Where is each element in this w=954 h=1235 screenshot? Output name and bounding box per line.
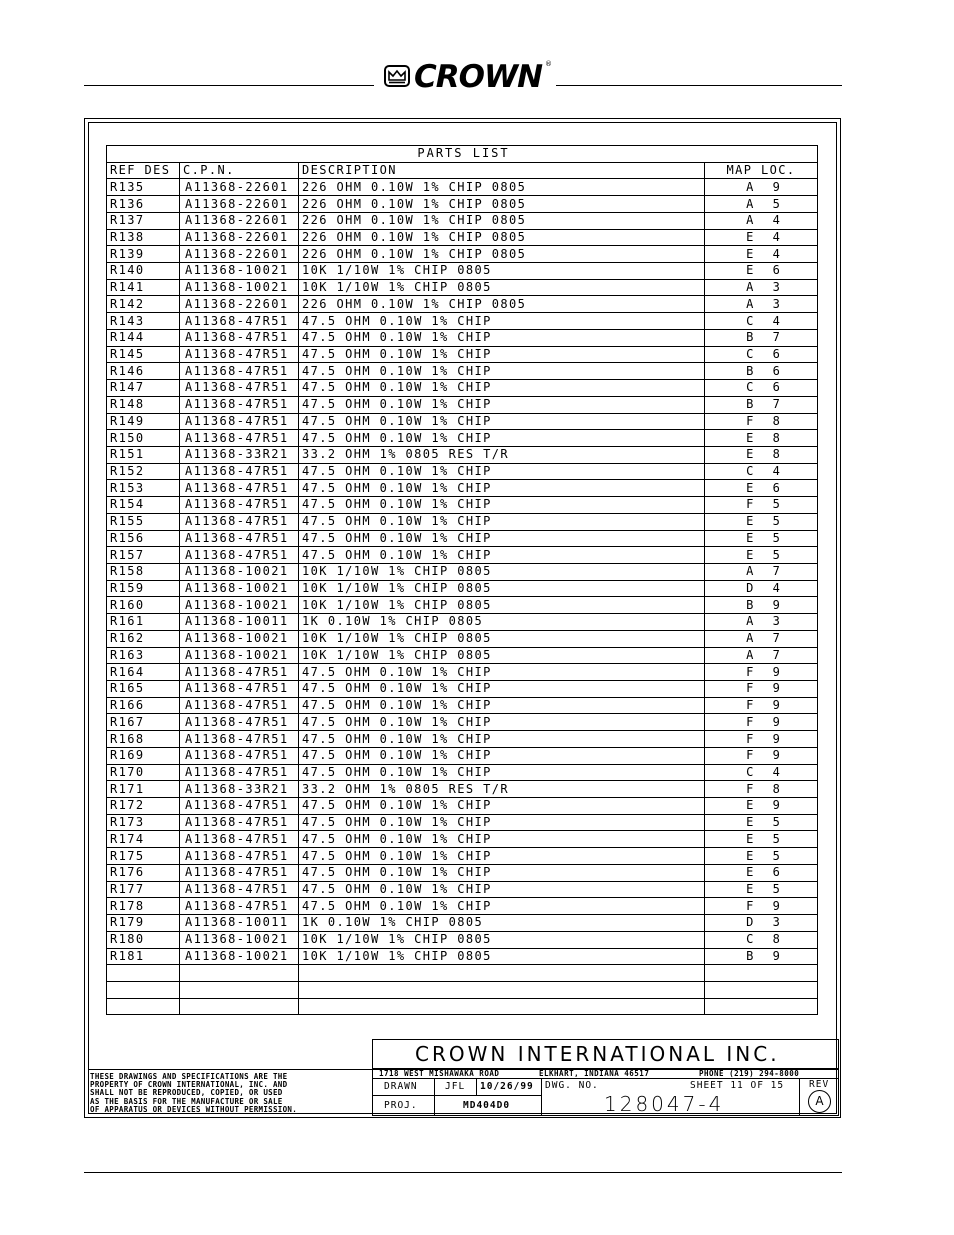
map-loc-cell: F 8 <box>705 413 818 430</box>
cpn-cell: A11368-10011 <box>180 614 299 631</box>
column-header-description: DESCRIPTION <box>299 162 705 179</box>
cpn-cell: A11368-47R51 <box>180 764 299 781</box>
description-cell: 47.5 OHM 0.10W 1% CHIP <box>299 313 705 330</box>
map-loc-cell: A 4 <box>705 212 818 229</box>
proj-cell <box>434 1095 542 1116</box>
ref-des-cell: R141 <box>107 279 180 296</box>
map-loc-cell: A 3 <box>705 296 818 313</box>
description-cell: 47.5 OHM 0.10W 1% CHIP <box>299 547 705 564</box>
ref-des-cell: R153 <box>107 480 180 497</box>
table-row <box>107 998 818 1015</box>
ref-des-cell: R142 <box>107 296 180 313</box>
cpn-cell: A11368-22601 <box>180 296 299 313</box>
map-loc-cell: F 9 <box>705 664 818 681</box>
map-loc-cell: F 8 <box>705 781 818 798</box>
map-loc-cell: E 8 <box>705 446 818 463</box>
table-row <box>107 764 818 781</box>
table-row <box>107 814 818 831</box>
map-loc-cell: F 9 <box>705 747 818 764</box>
property-notice <box>90 1073 360 1114</box>
table-row <box>107 898 818 915</box>
cpn-cell: A11368-10021 <box>180 647 299 664</box>
ref-des-cell: R149 <box>107 413 180 430</box>
table-row <box>107 864 818 881</box>
map-loc-cell: A 5 <box>705 196 818 213</box>
table-row <box>107 396 818 413</box>
cpn-cell: A11368-47R51 <box>180 881 299 898</box>
cpn-cell: A11368-47R51 <box>180 413 299 430</box>
cpn-cell: A11368-47R51 <box>180 798 299 815</box>
parts-list-header-row <box>107 162 818 179</box>
table-row <box>107 463 818 480</box>
cpn-cell: A11368-47R51 <box>180 714 299 731</box>
sheet-number: SHEET 11 OF 15 <box>690 1080 785 1091</box>
drawn-label-cell <box>372 1078 435 1096</box>
notice-line: PROPERTY OF CROWN INTERNATIONAL, INC. AND <box>90 1080 288 1090</box>
description-cell: 47.5 OHM 0.10W 1% CHIP <box>299 881 705 898</box>
column-header-map-loc: MAP LOC. <box>705 162 818 179</box>
description-cell: 47.5 OHM 0.10W 1% CHIP <box>299 430 705 447</box>
table-row <box>107 380 818 397</box>
cpn-cell: A11368-22601 <box>180 246 299 263</box>
ref-des-cell: R179 <box>107 915 180 932</box>
cpn-cell: A11368-47R51 <box>180 480 299 497</box>
cpn-cell: A11368-47R51 <box>180 681 299 698</box>
ref-des-cell: R146 <box>107 363 180 380</box>
table-row <box>107 513 818 530</box>
cpn-cell: A11368-47R51 <box>180 430 299 447</box>
description-cell: 1K 0.10W 1% CHIP 0805 <box>299 915 705 932</box>
map-loc-cell: E 4 <box>705 229 818 246</box>
description-cell: 47.5 OHM 0.10W 1% CHIP <box>299 747 705 764</box>
cpn-cell: A11368-47R51 <box>180 747 299 764</box>
map-loc-cell: C 4 <box>705 764 818 781</box>
table-row <box>107 563 818 580</box>
description-cell: 10K 1/10W 1% CHIP 0805 <box>299 647 705 664</box>
map-loc-cell: A 7 <box>705 647 818 664</box>
ref-des-cell: R170 <box>107 764 180 781</box>
column-header-ref-des: REF DES <box>107 162 180 179</box>
map-loc-cell: E 6 <box>705 263 818 280</box>
table-row <box>107 329 818 346</box>
table-row <box>107 363 818 380</box>
cpn-cell: A11368-10021 <box>180 563 299 580</box>
table-row <box>107 747 818 764</box>
ref-des-cell: R152 <box>107 463 180 480</box>
description-cell: 47.5 OHM 0.10W 1% CHIP <box>299 363 705 380</box>
cpn-cell: A11368-47R51 <box>180 380 299 397</box>
map-loc-cell: E 5 <box>705 530 818 547</box>
cpn-cell: A11368-33R21 <box>180 781 299 798</box>
cpn-cell <box>180 981 299 998</box>
revision-letter: A <box>808 1090 831 1113</box>
description-cell: 47.5 OHM 0.10W 1% CHIP <box>299 831 705 848</box>
cpn-cell: A11368-47R51 <box>180 864 299 881</box>
ref-des-cell: R161 <box>107 614 180 631</box>
registered-mark: ® <box>545 60 552 68</box>
description-cell: 47.5 OHM 0.10W 1% CHIP <box>299 731 705 748</box>
map-loc-cell: B 7 <box>705 396 818 413</box>
ref-des-cell: R138 <box>107 229 180 246</box>
description-cell: 226 OHM 0.10W 1% CHIP 0805 <box>299 246 705 263</box>
ref-des-cell: R159 <box>107 580 180 597</box>
description-cell: 47.5 OHM 0.10W 1% CHIP <box>299 714 705 731</box>
description-cell: 10K 1/10W 1% CHIP 0805 <box>299 279 705 296</box>
description-cell: 47.5 OHM 0.10W 1% CHIP <box>299 463 705 480</box>
map-loc-cell: E 9 <box>705 798 818 815</box>
map-loc-cell: A 9 <box>705 179 818 196</box>
ref-des-cell: R158 <box>107 563 180 580</box>
description-cell: 226 OHM 0.10W 1% CHIP 0805 <box>299 179 705 196</box>
table-row <box>107 346 818 363</box>
table-row <box>107 931 818 948</box>
drawn-by-cell <box>434 1078 477 1096</box>
table-row <box>107 781 818 798</box>
description-cell: 47.5 OHM 0.10W 1% CHIP <box>299 497 705 514</box>
ref-des-cell: R168 <box>107 731 180 748</box>
description-cell: 10K 1/10W 1% CHIP 0805 <box>299 563 705 580</box>
dwg-no-label: DWG. NO. <box>545 1080 599 1091</box>
cpn-cell: A11368-10021 <box>180 630 299 647</box>
map-loc-cell: E 5 <box>705 814 818 831</box>
description-cell: 47.5 OHM 0.10W 1% CHIP <box>299 329 705 346</box>
cpn-cell <box>180 998 299 1015</box>
cpn-cell: A11368-47R51 <box>180 831 299 848</box>
ref-des-cell: R160 <box>107 597 180 614</box>
cpn-cell: A11368-47R51 <box>180 547 299 564</box>
column-header-cpn: C.P.N. <box>180 162 299 179</box>
project-code: MD404D0 <box>463 1100 511 1111</box>
cpn-cell: A11368-47R51 <box>180 697 299 714</box>
description-cell: 47.5 OHM 0.10W 1% CHIP <box>299 513 705 530</box>
ref-des-cell: R165 <box>107 681 180 698</box>
map-loc-cell <box>705 965 818 982</box>
ref-des-cell: R176 <box>107 864 180 881</box>
description-cell: 47.5 OHM 0.10W 1% CHIP <box>299 530 705 547</box>
map-loc-cell: E 5 <box>705 881 818 898</box>
description-cell: 47.5 OHM 0.10W 1% CHIP <box>299 413 705 430</box>
ref-des-cell: R174 <box>107 831 180 848</box>
description-cell: 47.5 OHM 0.10W 1% CHIP <box>299 396 705 413</box>
notice-line: THESE DRAWINGS AND SPECIFICATIONS ARE THE <box>90 1072 288 1081</box>
parts-list-title: PARTS LIST <box>107 146 818 163</box>
header-rule-right <box>556 85 842 86</box>
ref-des-cell: R164 <box>107 664 180 681</box>
ref-des-cell: R157 <box>107 547 180 564</box>
ref-des-cell: R136 <box>107 196 180 213</box>
cpn-cell: A11368-47R51 <box>180 329 299 346</box>
cpn-cell: A11368-33R21 <box>180 446 299 463</box>
table-row <box>107 497 818 514</box>
table-row <box>107 229 818 246</box>
cpn-cell: A11368-10021 <box>180 597 299 614</box>
description-cell: 226 OHM 0.10W 1% CHIP 0805 <box>299 296 705 313</box>
ref-des-cell: R171 <box>107 781 180 798</box>
ref-des-cell: R166 <box>107 697 180 714</box>
table-row <box>107 212 818 229</box>
drawn-by: JFL <box>445 1081 466 1092</box>
ref-des-cell: R147 <box>107 380 180 397</box>
cpn-cell: A11368-22601 <box>180 179 299 196</box>
description-cell: 226 OHM 0.10W 1% CHIP 0805 <box>299 212 705 229</box>
ref-des-cell <box>107 965 180 982</box>
description-cell: 47.5 OHM 0.10W 1% CHIP <box>299 764 705 781</box>
map-loc-cell: B 9 <box>705 948 818 965</box>
cpn-cell: A11368-47R51 <box>180 513 299 530</box>
ref-des-cell: R148 <box>107 396 180 413</box>
cpn-cell: A11368-47R51 <box>180 731 299 748</box>
description-cell: 10K 1/10W 1% CHIP 0805 <box>299 580 705 597</box>
map-loc-cell: C 4 <box>705 313 818 330</box>
cpn-cell: A11368-10011 <box>180 915 299 932</box>
map-loc-cell: A 3 <box>705 614 818 631</box>
map-loc-cell: E 5 <box>705 848 818 865</box>
description-cell: 47.5 OHM 0.10W 1% CHIP <box>299 380 705 397</box>
table-row <box>107 664 818 681</box>
table-row <box>107 480 818 497</box>
map-loc-cell <box>705 981 818 998</box>
ref-des-cell: R140 <box>107 263 180 280</box>
table-row <box>107 681 818 698</box>
ref-des-cell: R175 <box>107 848 180 865</box>
notice-line: SHALL NOT BE REPRODUCED, COPIED, OR USED <box>90 1088 283 1098</box>
table-row <box>107 798 818 815</box>
notice-line: OF APPARATUS OR DEVICES WITHOUT PERMISSION. <box>90 1104 298 1114</box>
table-row <box>107 446 818 463</box>
map-loc-cell: E 5 <box>705 547 818 564</box>
description-cell: 33.2 OHM 1% 0805 RES T/R <box>299 446 705 463</box>
footer-rule <box>84 1172 842 1173</box>
cpn-cell: A11368-10021 <box>180 279 299 296</box>
drawn-date-cell <box>476 1078 542 1096</box>
ref-des-cell: R143 <box>107 313 180 330</box>
ref-des-cell: R167 <box>107 714 180 731</box>
table-row <box>107 179 818 196</box>
cpn-cell: A11368-22601 <box>180 212 299 229</box>
ref-des-cell: R135 <box>107 179 180 196</box>
table-row <box>107 246 818 263</box>
table-row <box>107 597 818 614</box>
table-row <box>107 948 818 965</box>
ref-des-cell: R180 <box>107 931 180 948</box>
table-row <box>107 714 818 731</box>
ref-des-cell: R144 <box>107 329 180 346</box>
cpn-cell: A11368-47R51 <box>180 664 299 681</box>
drawn-label: DRAWN <box>384 1081 418 1092</box>
company-box <box>372 1039 839 1070</box>
description-cell: 47.5 OHM 0.10W 1% CHIP <box>299 798 705 815</box>
ref-des-cell: R145 <box>107 346 180 363</box>
map-loc-cell: E 5 <box>705 513 818 530</box>
dwg-no-cell <box>541 1078 800 1116</box>
map-loc-cell: E 4 <box>705 246 818 263</box>
map-loc-cell <box>705 998 818 1015</box>
description-cell <box>299 998 705 1015</box>
map-loc-cell: F 9 <box>705 714 818 731</box>
table-row <box>107 547 818 564</box>
description-cell: 47.5 OHM 0.10W 1% CHIP <box>299 664 705 681</box>
table-row <box>107 647 818 664</box>
map-loc-cell: F 9 <box>705 898 818 915</box>
cpn-cell: A11368-10021 <box>180 948 299 965</box>
crown-logo <box>384 60 552 94</box>
cpn-cell: A11368-10021 <box>180 931 299 948</box>
table-row <box>107 697 818 714</box>
proj-label-cell <box>372 1095 435 1116</box>
table-row <box>107 848 818 865</box>
table-row <box>107 296 818 313</box>
map-loc-cell: E 5 <box>705 831 818 848</box>
map-loc-cell: A 3 <box>705 279 818 296</box>
ref-des-cell: R151 <box>107 446 180 463</box>
ref-des-cell: R139 <box>107 246 180 263</box>
map-loc-cell: B 9 <box>705 597 818 614</box>
cpn-cell: A11368-47R51 <box>180 363 299 380</box>
cpn-cell: A11368-47R51 <box>180 346 299 363</box>
cpn-cell: A11368-47R51 <box>180 463 299 480</box>
description-cell: 226 OHM 0.10W 1% CHIP 0805 <box>299 196 705 213</box>
description-cell: 47.5 OHM 0.10W 1% CHIP <box>299 346 705 363</box>
table-row <box>107 614 818 631</box>
description-cell: 226 OHM 0.10W 1% CHIP 0805 <box>299 229 705 246</box>
description-cell: 10K 1/10W 1% CHIP 0805 <box>299 263 705 280</box>
ref-des-cell: R156 <box>107 530 180 547</box>
cpn-cell: A11368-47R51 <box>180 814 299 831</box>
table-row <box>107 881 818 898</box>
map-loc-cell: B 7 <box>705 329 818 346</box>
parts-list-title-row <box>107 146 818 163</box>
table-row <box>107 313 818 330</box>
cpn-cell: A11368-47R51 <box>180 396 299 413</box>
map-loc-cell: D 4 <box>705 580 818 597</box>
table-row <box>107 580 818 597</box>
rev-label: REV <box>809 1079 830 1090</box>
map-loc-cell: A 7 <box>705 630 818 647</box>
cpn-cell: A11368-47R51 <box>180 530 299 547</box>
cpn-cell: A11368-22601 <box>180 196 299 213</box>
ref-des-cell: R154 <box>107 497 180 514</box>
map-loc-cell: E 6 <box>705 864 818 881</box>
table-row <box>107 196 818 213</box>
description-cell: 47.5 OHM 0.10W 1% CHIP <box>299 864 705 881</box>
ref-des-cell: R169 <box>107 747 180 764</box>
map-loc-cell: E 6 <box>705 480 818 497</box>
ref-des-cell: R173 <box>107 814 180 831</box>
parts-list-table <box>106 145 818 1015</box>
table-row <box>107 731 818 748</box>
cpn-cell <box>180 965 299 982</box>
map-loc-cell: C 6 <box>705 380 818 397</box>
cpn-cell: A11368-22601 <box>180 229 299 246</box>
description-cell: 47.5 OHM 0.10W 1% CHIP <box>299 848 705 865</box>
map-loc-cell: F 9 <box>705 681 818 698</box>
ref-des-cell: R177 <box>107 881 180 898</box>
map-loc-cell: C 4 <box>705 463 818 480</box>
table-row <box>107 981 818 998</box>
cpn-cell: A11368-47R51 <box>180 497 299 514</box>
brand-name: CROWN <box>414 59 543 95</box>
proj-label: PROJ. <box>384 1100 418 1111</box>
cpn-cell: A11368-47R51 <box>180 848 299 865</box>
table-row <box>107 430 818 447</box>
table-row <box>107 965 818 982</box>
table-row <box>107 530 818 547</box>
city: ELKHART, INDIANA 46517 <box>539 1069 650 1078</box>
ref-des-cell: R181 <box>107 948 180 965</box>
map-loc-cell: F 9 <box>705 731 818 748</box>
ref-des-cell <box>107 981 180 998</box>
map-loc-cell: C 6 <box>705 346 818 363</box>
ref-des-cell: R163 <box>107 647 180 664</box>
table-row <box>107 630 818 647</box>
description-cell: 10K 1/10W 1% CHIP 0805 <box>299 931 705 948</box>
cpn-cell: A11368-10021 <box>180 263 299 280</box>
notice-line: AS THE BASIS FOR THE MANUFACTURE OR SALE <box>90 1096 283 1106</box>
table-row <box>107 263 818 280</box>
description-cell: 47.5 OHM 0.10W 1% CHIP <box>299 480 705 497</box>
map-loc-cell: D 3 <box>705 915 818 932</box>
address: 1718 WEST MISHAWAKA ROAD <box>379 1069 500 1078</box>
description-cell <box>299 965 705 982</box>
description-cell: 10K 1/10W 1% CHIP 0805 <box>299 948 705 965</box>
cpn-cell: A11368-10021 <box>180 580 299 597</box>
map-loc-cell: F 5 <box>705 497 818 514</box>
description-cell: 47.5 OHM 0.10W 1% CHIP <box>299 898 705 915</box>
drawn-date: 10/26/99 <box>480 1081 534 1092</box>
table-row <box>107 413 818 430</box>
description-cell: 47.5 OHM 0.10W 1% CHIP <box>299 697 705 714</box>
ref-des-cell: R150 <box>107 430 180 447</box>
ref-des-cell: R178 <box>107 898 180 915</box>
map-loc-cell: C 8 <box>705 931 818 948</box>
table-row <box>107 279 818 296</box>
cpn-cell: A11368-47R51 <box>180 898 299 915</box>
company-name: CROWN INTERNATIONAL INC. <box>415 1042 780 1066</box>
ref-des-cell: R155 <box>107 513 180 530</box>
phone: PHONE (219) 294-8000 <box>699 1069 800 1078</box>
drawing-number: 128047-4 <box>604 1092 725 1116</box>
description-cell: 1K 0.10W 1% CHIP 0805 <box>299 614 705 631</box>
map-loc-cell: F 9 <box>705 697 818 714</box>
description-cell <box>299 981 705 998</box>
ref-des-cell: R137 <box>107 212 180 229</box>
ref-des-cell: R172 <box>107 798 180 815</box>
map-loc-cell: B 6 <box>705 363 818 380</box>
ref-des-cell <box>107 998 180 1015</box>
header-rule-left <box>84 85 374 86</box>
ref-des-cell: R162 <box>107 630 180 647</box>
map-loc-cell: A 7 <box>705 563 818 580</box>
description-cell: 47.5 OHM 0.10W 1% CHIP <box>299 814 705 831</box>
description-cell: 10K 1/10W 1% CHIP 0805 <box>299 630 705 647</box>
description-cell: 33.2 OHM 1% 0805 RES T/R <box>299 781 705 798</box>
map-loc-cell: E 8 <box>705 430 818 447</box>
description-cell: 47.5 OHM 0.10W 1% CHIP <box>299 681 705 698</box>
cpn-cell: A11368-47R51 <box>180 313 299 330</box>
crown-icon <box>384 65 410 87</box>
table-row <box>107 831 818 848</box>
table-row <box>107 915 818 932</box>
description-cell: 10K 1/10W 1% CHIP 0805 <box>299 597 705 614</box>
